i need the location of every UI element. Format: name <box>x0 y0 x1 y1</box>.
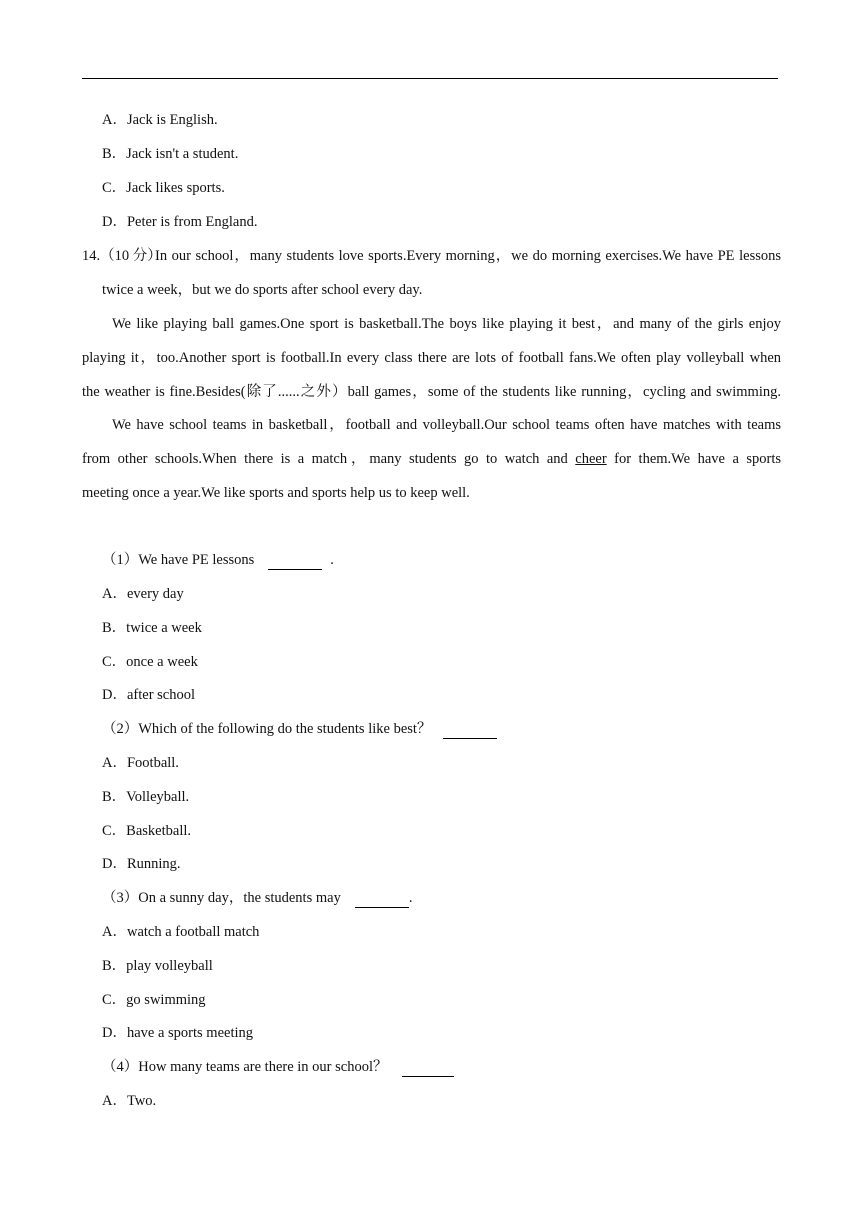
q13-option-b: B．Jack isn't a student. <box>102 146 239 162</box>
q3-option-a: A．watch a football match <box>102 924 260 940</box>
q3-option-b: B．play volleyball <box>102 958 213 974</box>
passage-line: playing it，too.Another sport is football.In every class there are lots of football fans.We often play volleyball when <box>82 350 781 366</box>
question-tail: . <box>408 890 413 906</box>
question-stem: （1）We have PE lessons <box>102 552 255 568</box>
passage-line: We like playing ball games.One sport is basketball.The boys like playing it best，and many of the girls enjoy <box>112 316 781 332</box>
passage-line: We have school teams in basketball，football and volleyball.Our school teams often have matches with teams <box>112 417 781 433</box>
question-stem: （2）Which of the following do the students like best？ <box>102 721 432 737</box>
underlined-word-cheer: cheer <box>575 451 607 467</box>
passage-text: from other schools.When there is a match，many students go to watch and <box>82 451 568 467</box>
q1-option-a: A．every day <box>102 586 184 602</box>
q13-option-c: C．Jack likes sports. <box>102 180 225 196</box>
q4-option-a: A．Two. <box>102 1093 157 1109</box>
q2-option-d: D．Running. <box>102 856 181 872</box>
answer-blank[interactable] <box>402 1058 454 1077</box>
header-rule <box>82 78 778 79</box>
passage-line: In our school，many students love sports.Every morning，we do morning exercises.We have PE lessons <box>155 248 781 264</box>
q1-option-b: B．twice a week <box>102 620 202 636</box>
passage-line: the weather is fine.Besides(除了......之外）ball games，some of the students like running，cycling and swimming. <box>82 384 781 400</box>
q3-option-d: D．have a sports meeting <box>102 1025 254 1041</box>
q14-number: 14.（10 分） <box>82 248 162 264</box>
passage-line <box>82 450 781 468</box>
passage-line: meeting once a year.We like sports and sports help us to keep well. <box>82 485 470 501</box>
q2-option-a: A．Football. <box>102 755 179 771</box>
question-tail: . <box>330 552 334 568</box>
passage-text: for them.We have a sports <box>614 451 782 467</box>
question-stem: （4）How many teams are there in our school？ <box>102 1059 388 1075</box>
passage-line: twice a week，but we do sports after school every day. <box>102 282 423 298</box>
q2-option-b: B．Volleyball. <box>102 789 190 805</box>
answer-blank[interactable] <box>443 720 497 739</box>
question-stem: （3）On a sunny day，the students may <box>102 890 341 906</box>
q13-option-d: D．Peter is from England. <box>102 214 258 230</box>
question-2 <box>102 720 497 739</box>
q3-option-c: C．go swimming <box>102 992 206 1008</box>
q2-option-c: C．Basketball. <box>102 823 192 839</box>
q1-option-c: C．once a week <box>102 654 198 670</box>
q1-option-d: D．after school <box>102 687 196 703</box>
q13-option-a: A．Jack is English. <box>102 112 218 128</box>
question-4 <box>102 1058 454 1077</box>
answer-blank[interactable] <box>355 889 409 908</box>
answer-blank[interactable] <box>268 551 322 570</box>
question-1 <box>102 551 334 570</box>
question-3 <box>102 889 412 908</box>
